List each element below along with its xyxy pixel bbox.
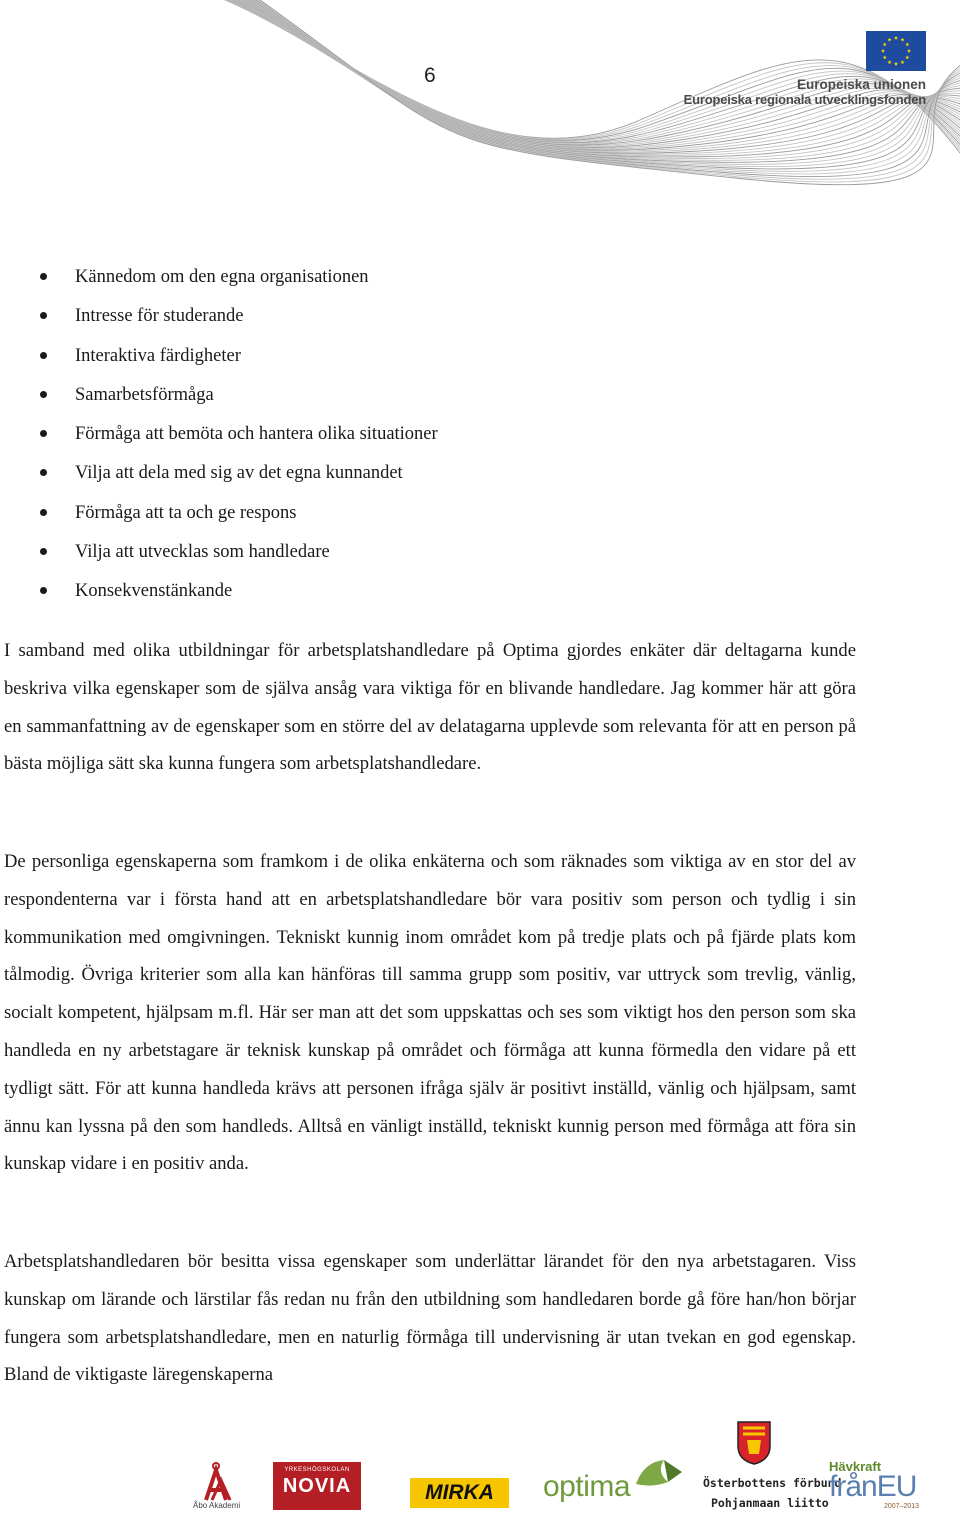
ostrobothnia-label-fi: Pohjanmaan liitto xyxy=(711,1496,829,1510)
abo-akademi-label: Åbo Akademi xyxy=(193,1501,241,1510)
header-wave-lines xyxy=(220,0,960,215)
bullet-icon xyxy=(40,430,47,437)
optima-logo: optima xyxy=(543,1470,631,1503)
eu-flag-icon xyxy=(866,31,926,71)
mirka-logo: MIRKA xyxy=(410,1478,509,1508)
paragraph-survey: I samband med olika utbildningar för arbetsplatshandledare på Optima gjordes enkäter där deltagarna kunde beskriva vilka egenskaper som de själva ansåg vara viktiga för en blivande handledare. Jag kommer här att göra en sammanfattning av de egenskaper som en större del av delatagarna upplevde som relevanta för att en person på bästa möjliga sätt ska kunna fungera som arbetsplatshandledare. xyxy=(4,640,856,775)
eu-star-icon xyxy=(883,55,887,59)
eu-star-icon xyxy=(900,38,904,42)
header-wave-line xyxy=(222,0,960,151)
program-years-label: 2007–2013 xyxy=(884,1503,920,1510)
list-item: Intresse för studerande xyxy=(0,301,438,340)
bullet-icon xyxy=(40,352,47,359)
eu-star-icon xyxy=(894,62,898,66)
bullet-icon xyxy=(40,312,47,319)
ostrobothnia-label-sv: Österbottens förbund xyxy=(703,1476,842,1490)
bullet-icon xyxy=(40,548,47,555)
paragraph-learning-qualities: Arbetsplatshandledaren bör besitta vissa egenskaper som underlättar lärandet för den nya arbetstagaren. Viss kunskap om lärande och lärstilar fås redan nu från den utbildning som handledaren borde gå före han/hon börjar fungera som arbetsplatshandledare, men en naturlig förmåga till undervisning är utan tvekan en god egenskap. Bland de viktigaste läregenskaperna xyxy=(4,1251,856,1386)
list-item: Vilja att utvecklas som handledare xyxy=(0,537,438,576)
header-wave-line xyxy=(220,0,960,149)
list-item: Interaktiva färdigheter xyxy=(0,341,438,380)
list-item: Kännedom om den egna organisationen xyxy=(0,262,438,301)
eu-star-icon xyxy=(905,55,909,59)
list-item: Samarbetsförmåga xyxy=(0,380,438,419)
header-wave-line xyxy=(220,0,960,148)
eu-fund-label: Europeiska regionala utvecklingsfonden xyxy=(683,92,926,107)
bullet-icon xyxy=(40,509,47,516)
eu-star-icon xyxy=(907,49,911,53)
eu-star-icon xyxy=(883,42,887,46)
havkraft-label: Hävkraft xyxy=(829,1459,882,1474)
eu-star-icon xyxy=(887,38,891,42)
franeu-logo: frånEU xyxy=(829,1470,917,1503)
bullet-icon xyxy=(40,469,47,476)
qualities-list xyxy=(0,262,438,616)
header-wave-line xyxy=(220,0,960,149)
bullet-icon xyxy=(40,391,47,398)
optima-leaf-icon xyxy=(634,1458,684,1488)
list-item: Förmåga att ta och ge respons xyxy=(0,498,438,537)
bullet-icon xyxy=(40,273,47,280)
page-number: 6 xyxy=(424,64,436,87)
list-item: Konsekvenstänkande xyxy=(0,576,438,615)
header-wave-line xyxy=(220,0,960,146)
eu-star-icon xyxy=(900,60,904,64)
eu-star-icon xyxy=(881,49,885,53)
eu-star-icon xyxy=(905,42,909,46)
eu-union-label: Europeiska unionen xyxy=(796,77,926,92)
ostrobothnia-crest-icon xyxy=(735,1418,773,1466)
list-item: Vilja att dela med sig av det egna kunnandet xyxy=(0,458,438,497)
header-wave-line xyxy=(220,0,960,145)
list-item: Förmåga att bemöta och hantera olika situationer xyxy=(0,419,438,458)
bullet-icon xyxy=(40,587,47,594)
novia-logo: YRKESHÖGSKOLAN NOVIA xyxy=(273,1462,361,1510)
paragraph-personal-qualities: De personliga egenskaperna som framkom i de olika enkäterna och som räknades som viktiga av en stor del av respondenterna var i första hand att en arbetsplatshandledare bör vara positiv som person och tydlig i sin kommunikation med omgivningen. Tekniskt kunnig inom området kom på tredje plats och på fjärde plats kom tålmodig. Övriga kriterier som alla kan hänföras till samma grupp som positiv, var uttryck som trevlig, vänlig, socialt kompetent, hjälpsam m.fl. Här ser man att det som uppskattas och ses som viktigt hos den person som ska handleda en ny arbetstagare är teknisk kunskap på området och förmåga att kunna förmedla den vidare på ett tydligt sätt. För att kunna handleda krävs att personen ifråga själv är positivt inställd, vänlig och hjälpsam, samt ännu kan lyssna på den som handleds. Alltså en vänligt inställd, tekniskt kunnig person med förmåga att föra sin kunskap vidare i en positiv anda. xyxy=(4,851,856,1175)
header-wave-line xyxy=(221,0,960,150)
eu-star-icon xyxy=(887,60,891,64)
eu-star-icon xyxy=(894,36,898,40)
